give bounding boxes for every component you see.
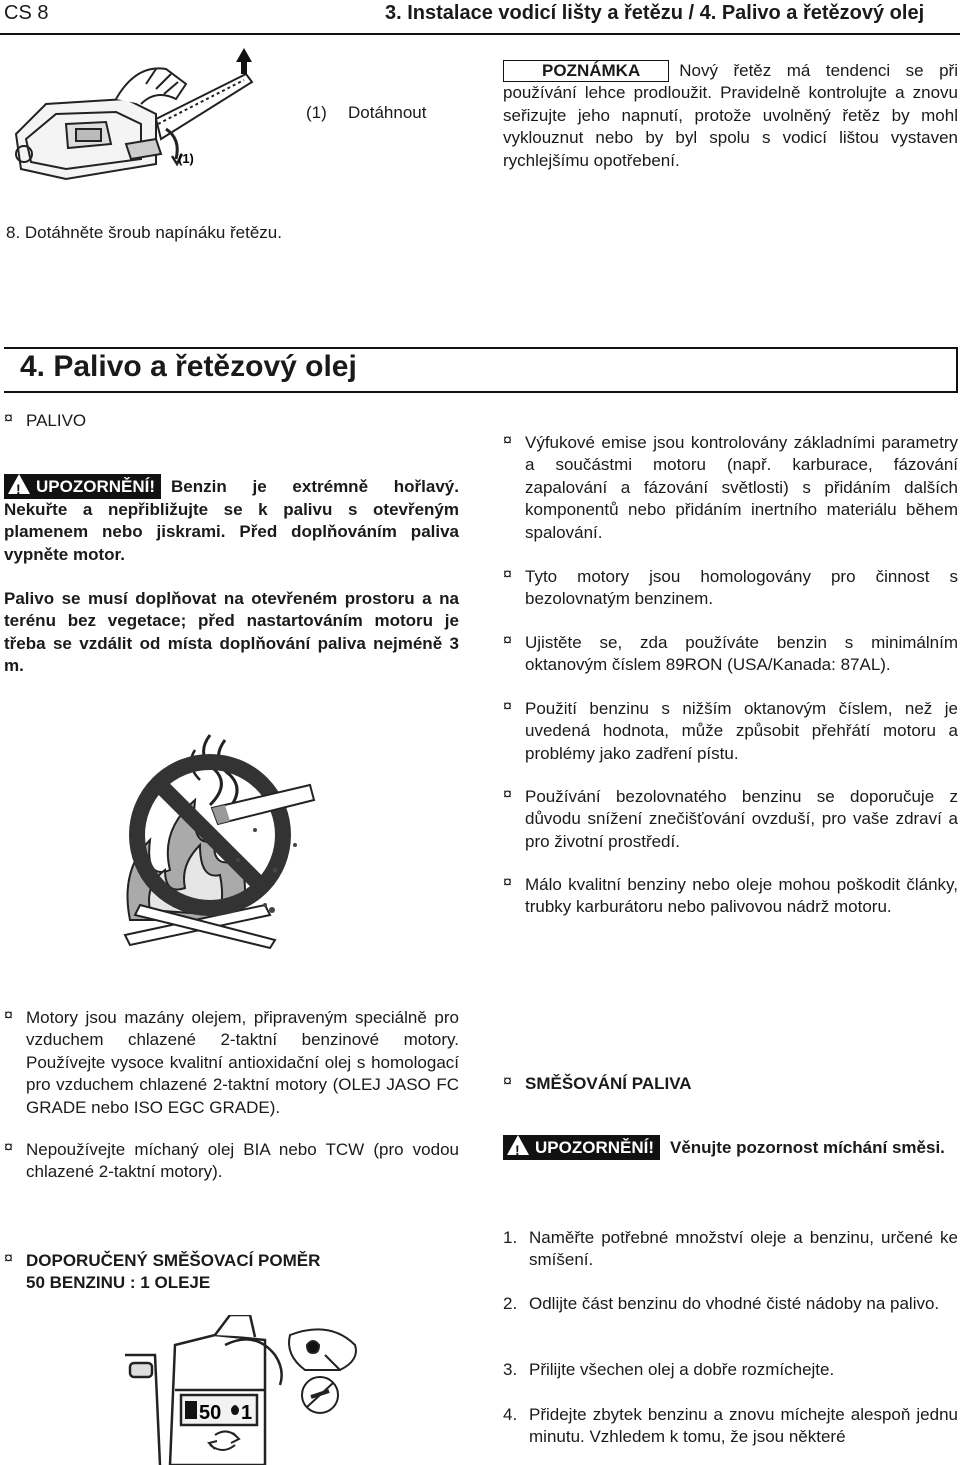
oil-bullet-2 [4,1139,459,1184]
can-label-one: 1 [241,1402,253,1424]
bullet-icon: ¤ [503,632,512,649]
oil-bullet-text: Motory jsou mazány olejem, připraveným speciálně pro vzduchem chlazené 2-taktní benzinové motory. Používejte vysoce kvalitní antioxidační olej s homologací pro vzduchem chlazené 2-taktní motory (OLEJ JASO FC GRADE nebo ISO EGC GRADE). [26,1008,459,1117]
warning-badge [4,474,161,499]
step-text: Přidejte zbytek benzinu a znovu míchejte alespoň jednu minutu. Vzhledem k tomu, že jsou některé [529,1405,958,1447]
warning-badge [503,1135,660,1160]
right-bullet-text: Ujistěte se, zda používáte benzin s minimálním oktanovým číslem 89RON (USA/Kanada: 87AL). [525,633,958,675]
step-number: 2. [503,1294,518,1313]
step-8: 8. Dotáhněte šroub napínáku řetězu. [6,223,282,242]
note-block [503,60,958,172]
step-text: Odlijte část benzinu do vhodné čisté nádoby na palivo. [529,1294,940,1313]
oil-bullet-1 [4,1007,459,1119]
page-code: CS 8 [4,2,49,24]
bullet-icon: ¤ [503,432,512,449]
no-smoking-fire-illustration [100,720,320,950]
right-bullet-text: Výfukové emise jsou kontrolovány základními parametry a součástmi motoru (např. karburace, fázování zapalování a fázování světlosti) s přidáním dalších komponentů nebo přidáním inertního materiálu během spalování. [525,433,958,542]
right-bullet-3 [503,632,958,677]
bullet-icon: ¤ [503,698,512,715]
right-bullet-text: Málo kvalitní benziny nebo oleje mohou poškodit články, trubky karburátoru nebo palivovou nádrž motoru. [525,875,958,917]
right-bullet-5 [503,786,958,853]
fuel-paragraph: Palivo se musí doplňovat na otevřeném prostoru a na terénu bez vegetace; před nastartováním motoru je třeba se vzdálit od místa doplňování paliva nejméně 3 m. [4,589,459,676]
fuel-pump-icon [185,1401,197,1419]
bullet-icon: ¤ [503,1073,512,1090]
warning-label: UPOZORNĚNÍ! [36,477,155,496]
oil-bullet-text: Nepoužívejte míchaný olej BIA nebo TCW (pro vodou chlazené 2-taktní motory). [26,1140,459,1182]
step-text: Přilijte všechen olej a dobře rozmíchejte. [529,1360,835,1379]
right-bullet-text: Používání bezolovnatého benzinu se doporučuje z důvodu snížení znečišťování ovzduší, pro vaše zdraví a pro životní prostředí. [525,787,958,851]
page-title: 3. Instalace vodicí lišty a řetězu / 4. Palivo a řetězový olej [385,2,925,24]
bullet-icon: ¤ [4,410,13,427]
right-bullet-1 [503,432,958,544]
mixing-heading [503,1073,958,1095]
step-text: Naměřte potřebné množství oleje a benzinu, určené ke smíšení. [529,1228,958,1270]
can-label-fifty: 50 [199,1402,222,1424]
step-number: 3. [503,1360,518,1379]
fuel-warning [4,474,459,566]
warning-triangle-icon [8,474,30,494]
right-bullet-text: Tyto motory jsou homologovány pro činnost s bezolovnatým benzinem. [525,567,958,609]
warning-triangle-icon [507,1135,529,1155]
step-3 [503,1359,958,1381]
ratio-line-2: 50 BENZINU : 1 OLEJE [26,1273,211,1293]
chainsaw-tension-illustration [6,44,256,204]
legend-label: Dotáhnout [348,103,427,122]
bullet-icon: ¤ [503,786,512,803]
fuel-heading-text: PALIVO [26,411,87,430]
bullet-icon: ¤ [4,1250,13,1267]
ratio-line-1: DOPORUČENÝ SMĚŠOVACÍ POMĚR [26,1251,321,1270]
bullet-icon: ¤ [503,874,512,891]
step-4 [503,1404,958,1449]
warning-label: UPOZORNĚNÍ! [535,1138,654,1157]
section-title: 4. Palivo a řetězový olej [20,350,357,383]
step-2 [503,1293,958,1315]
right-bullet-text: Použití benzinu s nižším oktanovým číslem, než je uvedená hodnota, může způsobit přehřátí motoru a problémy jako zadření pístu. [525,699,958,763]
warning-text: Benzin je extrémně hořlavý. Nekuřte a nepřibližujte se k palivu s otevřeným plamenem nebo jiskrami. Před doplňováním paliva vypněte motor. [4,477,459,564]
mixing-warning [503,1135,958,1160]
right-bullet-6 [503,874,958,919]
right-bullet-2 [503,566,958,611]
up-arrow-icon [236,48,252,74]
bullet-icon: ¤ [4,1139,13,1156]
fuel-heading [4,410,459,432]
header-rule [0,33,960,35]
right-bullet-4 [503,698,958,765]
step-1 [503,1227,958,1272]
step-number: 4. [503,1405,518,1424]
callout-label: (1) [178,151,194,166]
warning-text: Věnujte pozornost míchání směsi. [670,1138,945,1157]
step-number: 1. [503,1228,518,1247]
bullet-icon: ¤ [503,566,512,583]
note-label: POZNÁMKA [503,60,669,82]
ratio-heading [4,1250,459,1295]
legend-number: (1) [306,103,327,122]
fuel-can-illustration [115,1315,365,1465]
mixing-heading-text: SMĚŠOVÁNÍ PALIVA [525,1074,692,1093]
bullet-icon: ¤ [4,1007,13,1024]
note-text: Nový řetěz má tendenci se při používání lehce prodloužit. Pravidelně kontrolujte a znovu seřizujte jeho napnutí, protože uvolněný řetěz by mohl vyklouznut nebo by byl spolu s vodicí lištou vystaven rychlejšímu opotřebení. [503,61,958,170]
